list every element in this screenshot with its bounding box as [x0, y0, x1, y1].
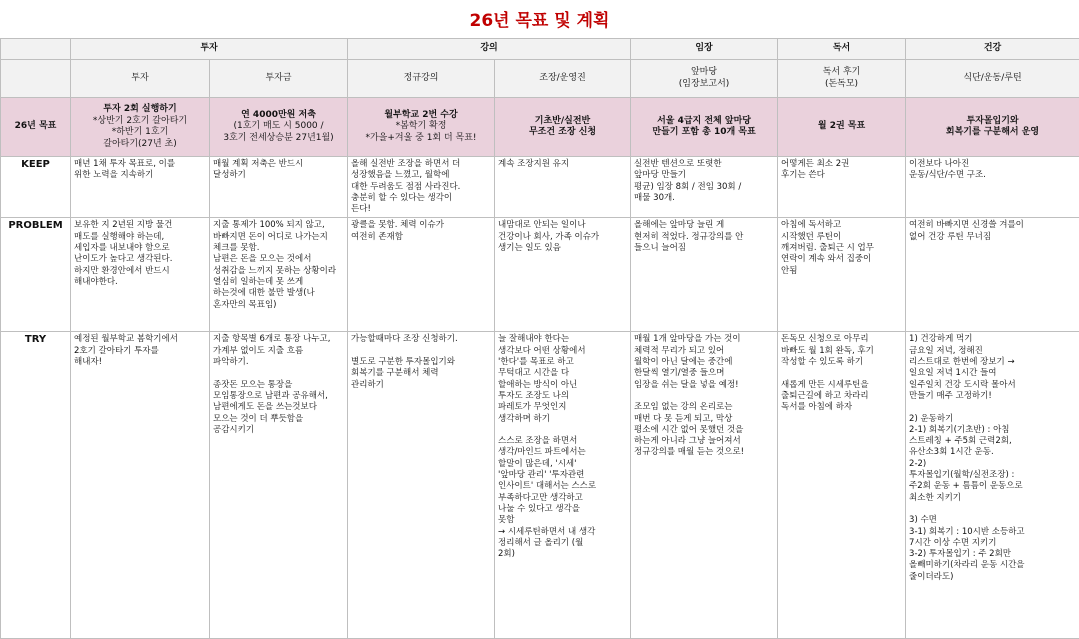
problem-cell[interactable]: 아침에 독서하고 시작했던 루틴이 깨져버림. 출퇴근 시 업무 연락이 계속 와서 집중이 안됨: [778, 218, 906, 332]
problem-cell[interactable]: 올해에는 앞마당 늘린 게 현저히 적었다. 정규강의를 안 들으니 늘어짐: [631, 218, 778, 332]
try-cell[interactable]: 예정된 월부학교 봄학기에서 2호기 갈아타기 투자를 해내자!: [71, 332, 210, 639]
goal-cell[interactable]: [631, 98, 778, 157]
try-cell[interactable]: 가능할때마다 조장 신청하기. 별도로 구분한 투자몰입기와 회복기를 구분해서 체력 관리하기: [348, 332, 495, 639]
category-header-cell[interactable]: 독서: [778, 39, 906, 60]
subcategory-cell[interactable]: 식단/운동/루틴: [906, 60, 1079, 98]
keep-cell[interactable]: 올해 실전반 조장을 하면서 더 성장했음을 느꼈고, 월학에 대한 두려움도 점점 사라진다. 충분히 할 수 있다는 생각이 든다!: [348, 157, 495, 218]
goal-main: 서울 4급지 전체 앞마당 만들기 포함 총 10개 목표: [652, 116, 755, 138]
goal-cell[interactable]: [778, 98, 906, 157]
goal-cell[interactable]: [348, 98, 495, 157]
try-cell[interactable]: 돈독모 신청으로 아무리 바빠도 월 1회 완독, 후기 작성할 수 있도록 하기 새롭게 만든 시세루틴을 출퇴근길에 하고 차라리 독서를 아침에 하자: [778, 332, 906, 639]
try-cell[interactable]: 지출 항목별 6개로 통장 나누고, 가계부 없이도 지출 흐름 파악하기. 종잣돈 모으는 통장을 모임통장으로 남편과 공유해서, 남편에게도 돈을 쓰는것보다 모으는 것이 더 뿌듯함을 공감시키기: [210, 332, 348, 639]
try-cell[interactable]: 늘 잘해내야 한다는 생각보다 어떤 상황에서 '한다'를 목표로 하고 무턱대고 시간을 다 할애하는 방식이 아닌 투자도 조장도 나의 파레토가 무엇인지 생각하며 하기 스스로 조장을 하면서 생각/마인드 파트에서는 할말이 많은데, '시세' '앞마당 관리' '투자관련 인사이트' 대해서는 스스로 부족하다고만 생각하고 나눌 수 있다고 생각을 못함 → 시세루틴하면서 내 생각 정리해서 글 올리기 (월 2회): [495, 332, 631, 639]
keep-cell[interactable]: 어떻게든 최소 2권 후기는 쓴다: [778, 157, 906, 218]
goal-cell[interactable]: [71, 98, 210, 157]
try-cell[interactable]: 1) 건강하게 먹기 금요일 저녁, 정해진 리스트대로 한번에 장보기 → 일요일 저녁 1시간 들여 일주일치 건강 도시락 몰아서 만들기 매주 고정하기! 2) 운동하기 2-1) 회복기(기초반) : 아침 스트레칭 + 주5회 근력2회, 유산소3회 1시간 운동. 2-2) 투자몰입기(월학/실전조장) : 주2회 운동 + 틈틈이 운동으로 최소한 지키기 3) 수면 3-1) 회복기 : 10시반 소등하고 7시간 이상 수면 지키기 3-2) 투자몰입기 : 주 2회만 올빼미하기(차라리 운동 시간을 줄이더라도): [906, 332, 1079, 639]
category-header-cell[interactable]: 투자: [71, 39, 348, 60]
goal-main: 연 4000만원 저축: [241, 110, 316, 120]
goal-main: 월 2권 목표: [818, 121, 865, 131]
keep-cell[interactable]: 실전반 텐션으로 또렷한 앞마당 만들기 평균) 임장 8회 / 전임 30회 / 매물 30개.: [631, 157, 778, 218]
keep-row: [1, 157, 1079, 218]
problem-cell[interactable]: 내맘대로 안되는 일이나 건강이나 회사, 가족 이슈가 생기는 일도 있음: [495, 218, 631, 332]
plan-table: [0, 38, 1079, 639]
subcategory-cell[interactable]: 조장/운영진: [495, 60, 631, 98]
subcategory-cell[interactable]: 정규강의: [348, 60, 495, 98]
subcategory-cell[interactable]: 투자금: [210, 60, 348, 98]
subcategory-cell[interactable]: 앞마당 (임장보고서): [631, 60, 778, 98]
corner-cell: [1, 39, 71, 60]
goal-note: *봄학기 확정 *가을+겨울 중 1회 더 목표!: [365, 121, 476, 143]
keep-cell[interactable]: 계속 조장지원 유지: [495, 157, 631, 218]
row-label: PROBLEM: [1, 218, 71, 332]
page-title: 26년 목표 및 계획: [0, 4, 1079, 38]
problem-cell[interactable]: 광클을 못함. 체력 이슈가 여전히 존재함: [348, 218, 495, 332]
goal-main: 월부학교 2번 수강: [384, 110, 457, 120]
goal-main: 기초반/실전반 무조건 조장 신청: [529, 116, 596, 138]
category-header-cell[interactable]: 임장: [631, 39, 778, 60]
category-header-cell[interactable]: 강의: [348, 39, 631, 60]
try-cell[interactable]: 매월 1개 앞마당을 가는 것이 체력적 무리가 되고 있어 월학이 아닌 달에는 중간에 한달씩 열기/열중 들으며 임장을 쉬는 달을 넣을 예정! 조모임 없는 강의 온리로는 매번 다 못 듣게 되고, 막상 평소에 시간 없어 못했던 것을 하는게 아니라 그냥 늘어져서 정규강의를 매월 듣는 것으로!: [631, 332, 778, 639]
problem-cell[interactable]: 보유한 지 2년된 지방 물건 매도를 실행해야 하는데, 세입자를 내보내야 함으로 난이도가 높다고 생각된다. 하지만 환경안에서 반드시 해내야한다.: [71, 218, 210, 332]
try-row: [1, 332, 1079, 639]
row-label: 26년 목표: [1, 98, 71, 157]
subcategory-row: [1, 60, 1079, 98]
keep-cell[interactable]: 매년 1채 투자 목표로, 이를 위한 노력을 지속하기: [71, 157, 210, 218]
goal-main: 투자몰입기와 회복기를 구분해서 운영: [946, 116, 1039, 138]
goal-main: 투자 2회 실행하기: [103, 104, 176, 114]
keep-cell[interactable]: 매월 계획 저축은 반드시 달성하기: [210, 157, 348, 218]
problem-row: [1, 218, 1079, 332]
problem-cell[interactable]: 지출 통제가 100% 되지 않고, 바빠지면 돈이 어디로 나가는지 체크를 못함. 남편은 돈을 모으는 것에서 성취감을 느끼지 못하는 상황이라 열심히 일하는데 못 쓰게 하는것에 대한 불만 발생(나 혼자만의 목표임): [210, 218, 348, 332]
problem-cell[interactable]: 여전히 바빠지면 신경쓸 겨를이 없어 건강 루틴 무너짐: [906, 218, 1079, 332]
row-label: KEEP: [1, 157, 71, 218]
goal-note: *상반기 2호기 갈아타기 *하반기 1호기 갈아타기(27년 초): [93, 116, 187, 149]
corner-cell: [1, 60, 71, 98]
row-label: TRY: [1, 332, 71, 639]
goal-row: [1, 98, 1079, 157]
keep-cell[interactable]: 이전보다 나아진 운동/식단/수면 구조.: [906, 157, 1079, 218]
goal-cell[interactable]: [495, 98, 631, 157]
category-header-cell[interactable]: 건강: [906, 39, 1079, 60]
goal-note: (1호기 매도 시 5000 / 3호기 전세상승분 27년1월): [223, 121, 333, 143]
goal-cell[interactable]: [210, 98, 348, 157]
goal-cell[interactable]: [906, 98, 1079, 157]
subcategory-cell[interactable]: 독서 후기 (돈독모): [778, 60, 906, 98]
subcategory-cell[interactable]: 투자: [71, 60, 210, 98]
category-row: [1, 39, 1079, 60]
